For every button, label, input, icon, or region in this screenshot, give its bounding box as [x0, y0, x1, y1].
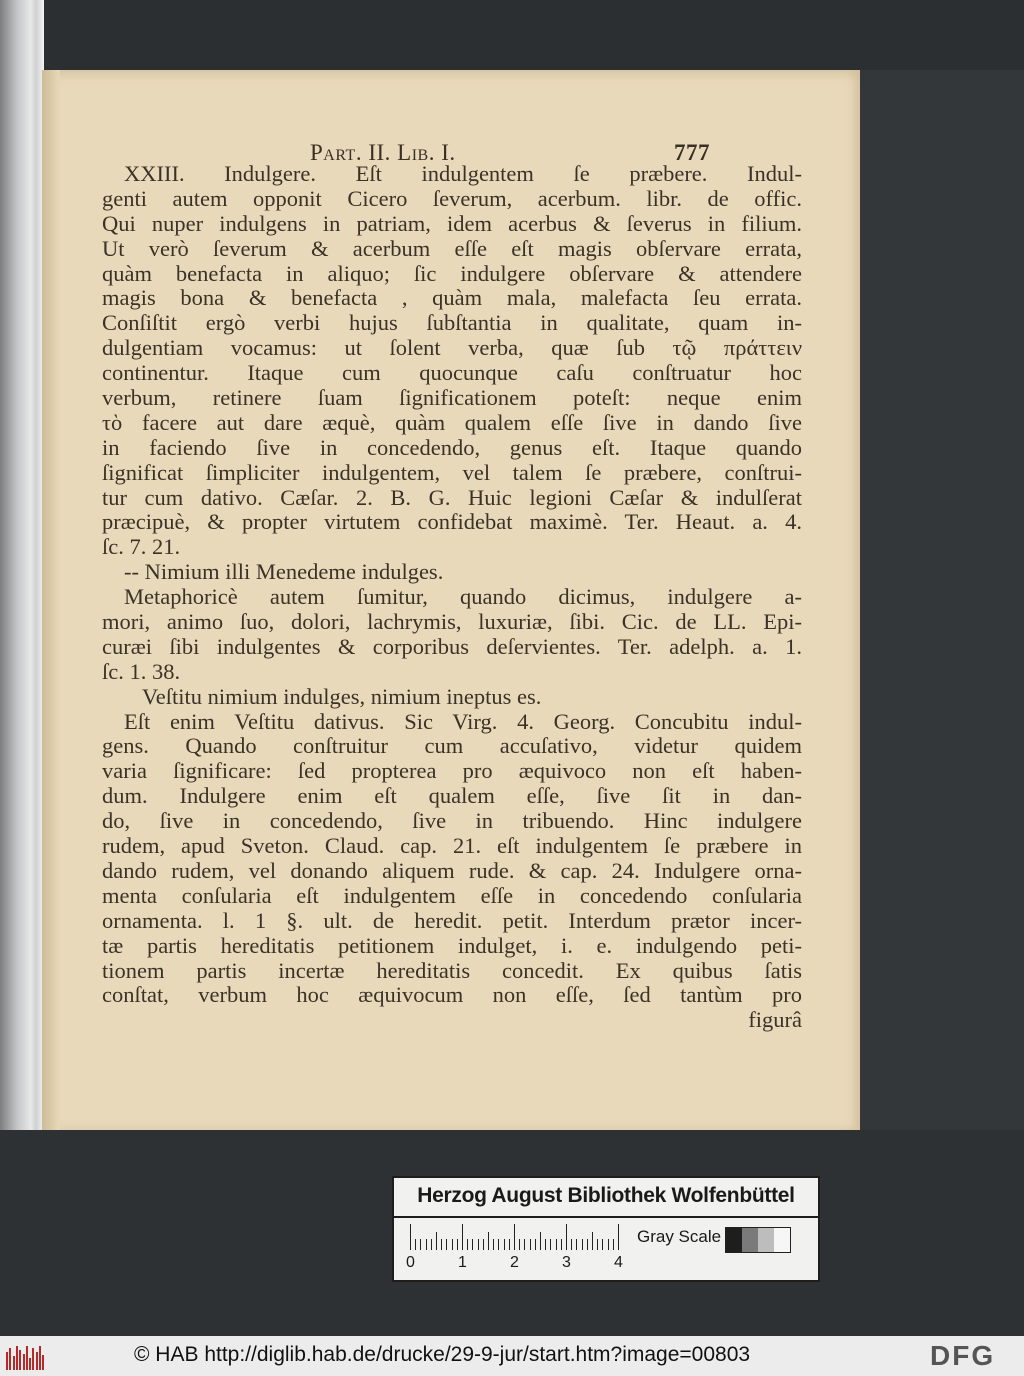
- ruler-number: 2: [510, 1254, 519, 1271]
- logo-bar: [26, 1346, 28, 1370]
- ruler-tick: [530, 1239, 531, 1250]
- text-line: tæ partis hereditatis petitionem indulget, i. e. indulgendo peti-: [102, 933, 802, 958]
- ruler-tick: [410, 1224, 411, 1250]
- scale-ruler: [410, 1224, 620, 1250]
- ruler-tick: [597, 1239, 598, 1250]
- logo-bar: [23, 1354, 25, 1370]
- ruler-number: 4: [614, 1254, 623, 1271]
- library-scan-label: [392, 1176, 820, 1282]
- text-line: Metaphoricè autem ſumitur, quando dicimus, indulgere a-: [124, 585, 802, 610]
- header-part: Part. II. Lib. I.: [310, 140, 456, 165]
- text-line: tur cum dativo. Cæſar. 2. B. G. Huic legioni Cæſar & indulſerat: [102, 485, 802, 510]
- logo-bar: [36, 1352, 38, 1370]
- text-line: genti autem opponit Cicero ſeverum, acerbum. libr. de offic.: [102, 186, 802, 211]
- logo-bar: [6, 1352, 8, 1370]
- gray-scale-label: Gray Scale: [637, 1227, 722, 1246]
- text-line: continentur. Itaque cum quocunque caſu conſtruatur hoc: [102, 361, 802, 386]
- text-line: tionem partis incertæ hereditatis concedit. Ex quibus ſatis: [102, 958, 802, 983]
- text-line: dulgentiam vocamus: ut ſolent verba, quæ ſub τῷ πράττειν: [102, 336, 802, 361]
- dfg-logo: DFG: [930, 1340, 996, 1371]
- ruler-tick: [426, 1239, 427, 1250]
- ruler-tick: [488, 1232, 489, 1250]
- scan-backdrop-top: [0, 0, 1024, 70]
- ruler-number: 0: [406, 1254, 415, 1271]
- ruler-tick: [545, 1239, 546, 1250]
- ruler-tick: [556, 1239, 557, 1250]
- label-divider: [394, 1216, 818, 1218]
- text-line: ſc. 1. 38.: [102, 659, 181, 684]
- ruler-number: 1: [458, 1254, 467, 1271]
- text-line: XXIII. Indulgere. Eſt indulgentem ſe præbere. Indul-: [124, 162, 802, 186]
- text-line: præcipuè, & propter virtutem confidebat maximè. Ter. Heaut. a. 4.: [102, 510, 802, 535]
- text-line: magis bona & benefacta , quàm mala, malefacta ſeu errata.: [102, 286, 802, 311]
- ruler-tick: [592, 1232, 593, 1250]
- ruler-tick: [452, 1239, 453, 1250]
- logo-bar: [19, 1350, 21, 1370]
- ruler-tick: [493, 1239, 494, 1250]
- text-line: quàm benefacta in aliquo; ſic indulgere obſervare & attendere: [102, 261, 802, 286]
- ruler-tick: [514, 1224, 515, 1250]
- gray-swatch: [726, 1228, 742, 1252]
- ruler-tick: [571, 1239, 572, 1250]
- text-line: Ut verò ſeverum & acerbum eſſe eſt magis obſervare errata,: [102, 236, 802, 261]
- text-line: ſc. 7. 21.: [102, 535, 181, 560]
- hab-logo-icon: [6, 1344, 46, 1370]
- ruler-tick: [566, 1224, 567, 1250]
- ruler-number: 3: [562, 1254, 571, 1271]
- ruler-tick: [608, 1239, 609, 1250]
- adjacent-page-edge: [0, 0, 44, 1180]
- ruler-tick: [618, 1224, 619, 1250]
- page-number: 777: [674, 140, 710, 165]
- gray-swatch: [742, 1228, 758, 1252]
- logo-bar: [29, 1358, 31, 1370]
- ruler-tick: [576, 1239, 577, 1250]
- logo-bar: [13, 1356, 15, 1370]
- ruler-tick: [457, 1239, 458, 1250]
- gray-swatch: [758, 1228, 774, 1252]
- ruler-tick: [509, 1239, 510, 1250]
- ruler-tick: [441, 1239, 442, 1250]
- ruler-tick: [561, 1239, 562, 1250]
- text-line: do, ſive in concedendo, ſive in tribuendo. Hinc indulgere: [102, 809, 802, 834]
- text-line: conſtat, verbum hoc æquivocum non eſſe, ſed tantùm pro: [102, 983, 802, 1008]
- page-body-text: [102, 162, 802, 1033]
- text-line: τὸ facere aut dare æquè, quàm qualem eſſe ſive in dando ſive: [102, 410, 802, 435]
- logo-bar: [9, 1348, 11, 1370]
- text-line: verbum, retinere ſuam ſignificationem poteſt: neque enim: [102, 386, 802, 411]
- gray-scale-swatches: [725, 1227, 791, 1253]
- ruler-tick: [550, 1239, 551, 1250]
- ruler-tick: [540, 1232, 541, 1250]
- text-line: ſignificat ſimpliciter indulgentem, vel talem ſe præbere, conſtrui-: [102, 460, 802, 485]
- ruler-tick: [587, 1239, 588, 1250]
- ruler-tick: [602, 1239, 603, 1250]
- ruler-tick: [415, 1239, 416, 1250]
- library-name: Herzog August Bibliothek Wolfenbüttel: [417, 1184, 795, 1207]
- text-line: Eſt enim Veſtitu dativus. Sic Virg. 4. Georg. Concubitu indul-: [124, 709, 802, 734]
- text-line: ornamenta. l. 1 §. ult. de heredit. petit. Interdum prætor incer-: [102, 908, 802, 933]
- source-url[interactable]: © HAB http://diglib.hab.de/drucke/29-9-jur/start.htm?image=00803: [134, 1343, 751, 1366]
- text-line: figurâ: [748, 1008, 802, 1033]
- text-line: varia ſignificare: ſed propterea pro æquivoco non eſt haben-: [102, 759, 802, 784]
- ruler-tick: [519, 1239, 520, 1250]
- ruler-tick: [535, 1239, 536, 1250]
- ruler-numbers: [406, 1254, 640, 1276]
- ruler-tick: [613, 1239, 614, 1250]
- text-line: Veſtitu nimium indulges, nimium ineptus es.: [142, 684, 542, 709]
- ruler-tick: [431, 1239, 432, 1250]
- text-line: gens. Quando conſtruitur cum accuſativo, videtur quidem: [102, 734, 802, 759]
- ruler-tick: [524, 1239, 525, 1250]
- ruler-tick: [582, 1239, 583, 1250]
- text-line: -- Nimium illi Menedeme indulges.: [124, 560, 444, 585]
- text-line: menta conſularia eſt indulgentem eſſe in concedendo conſularia: [102, 883, 802, 908]
- ruler-tick: [467, 1239, 468, 1250]
- text-line: rudem, apud Sveton. Claud. cap. 21. eſt indulgentem ſe præbere in: [102, 834, 802, 859]
- text-line: Qui nuper indulgens in patriam, idem acerbus & ſeverus in filium.: [102, 211, 802, 236]
- book-page: [42, 70, 860, 1130]
- ruler-tick: [498, 1239, 499, 1250]
- text-line: dando rudem, vel donando aliquem rude. & cap. 24. Indulgere orna-: [102, 858, 802, 883]
- ruler-tick: [436, 1232, 437, 1250]
- ruler-tick: [483, 1239, 484, 1250]
- logo-bar: [16, 1346, 18, 1370]
- text-line: dum. Indulgere enim eſt qualem eſſe, ſive ſit in dan-: [102, 784, 802, 809]
- logo-bar: [42, 1355, 44, 1370]
- ruler-tick: [472, 1239, 473, 1250]
- logo-bar: [32, 1348, 34, 1370]
- text-line: curæi ſibi indulgentes & corporibus deſervientes. Ter. adelph. a. 1.: [102, 634, 802, 659]
- text-line: mori, animo ſuo, dolori, lachrymis, luxuriæ, ſibi. Cic. de LL. Epi-: [102, 610, 802, 635]
- ruler-tick: [462, 1224, 463, 1250]
- ruler-tick: [446, 1239, 447, 1250]
- ruler-tick: [420, 1239, 421, 1250]
- ruler-tick: [504, 1239, 505, 1250]
- ruler-tick: [478, 1239, 479, 1250]
- gray-swatch: [774, 1228, 790, 1252]
- text-line: Conſiſtit ergò verbi hujus ſubſtantia in qualitate, quam in-: [102, 311, 802, 336]
- footer-bar: [0, 1336, 1024, 1376]
- logo-bar: [39, 1346, 41, 1370]
- text-line: in faciendo ſive in concedendo, genus eſt. Itaque quando: [102, 435, 802, 460]
